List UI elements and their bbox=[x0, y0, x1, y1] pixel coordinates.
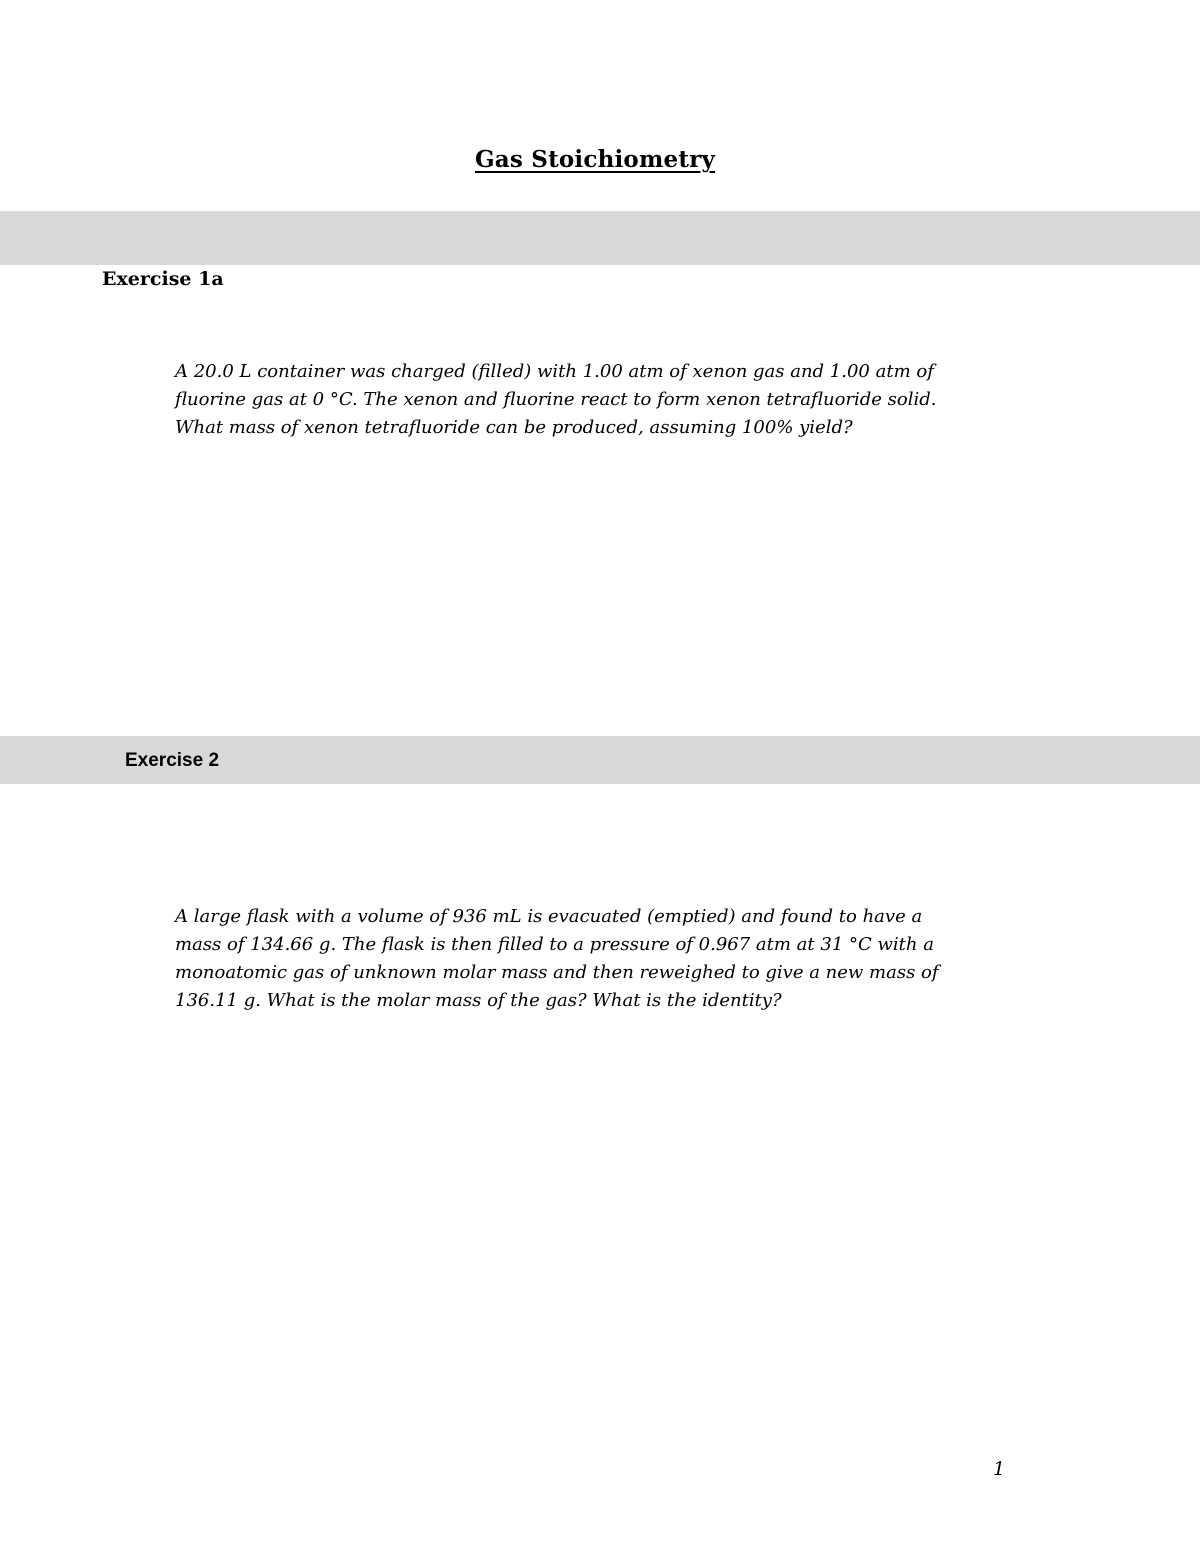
problem-line: mass of 134.66 g. The flask is then filled to a pressure of 0.967 atm at 31 °C with a bbox=[175, 934, 934, 955]
page-number: 1 bbox=[993, 1458, 1006, 1480]
problem-line: What mass of xenon tetrafluoride can be produced, assuming 100% yield? bbox=[175, 417, 853, 438]
page-title: Gas Stoichiometry bbox=[474, 146, 716, 173]
section-band-exercise-1a bbox=[0, 211, 1200, 265]
exercise-1a-heading: Exercise 1a bbox=[102, 268, 224, 290]
problem-line: monoatomic gas of unknown molar mass and then reweighed to give a new mass of bbox=[175, 962, 939, 983]
problem-line: A large flask with a volume of 936 mL is evacuated (emptied) and found to have a bbox=[175, 906, 923, 927]
exercise-2-problem-text bbox=[175, 903, 1015, 1015]
problem-line: 136.11 g. What is the molar mass of the gas? What is the identity? bbox=[175, 990, 782, 1011]
problem-line: A 20.0 L container was charged (filled) with 1.00 atm of xenon gas and 1.00 atm of bbox=[175, 361, 934, 382]
exercise-2-heading: Exercise 2 bbox=[125, 750, 220, 771]
problem-line: fluorine gas at 0 °C. The xenon and fluorine react to form xenon tetrafluoride solid. bbox=[175, 389, 937, 410]
exercise-1a-problem-text bbox=[175, 358, 1015, 442]
